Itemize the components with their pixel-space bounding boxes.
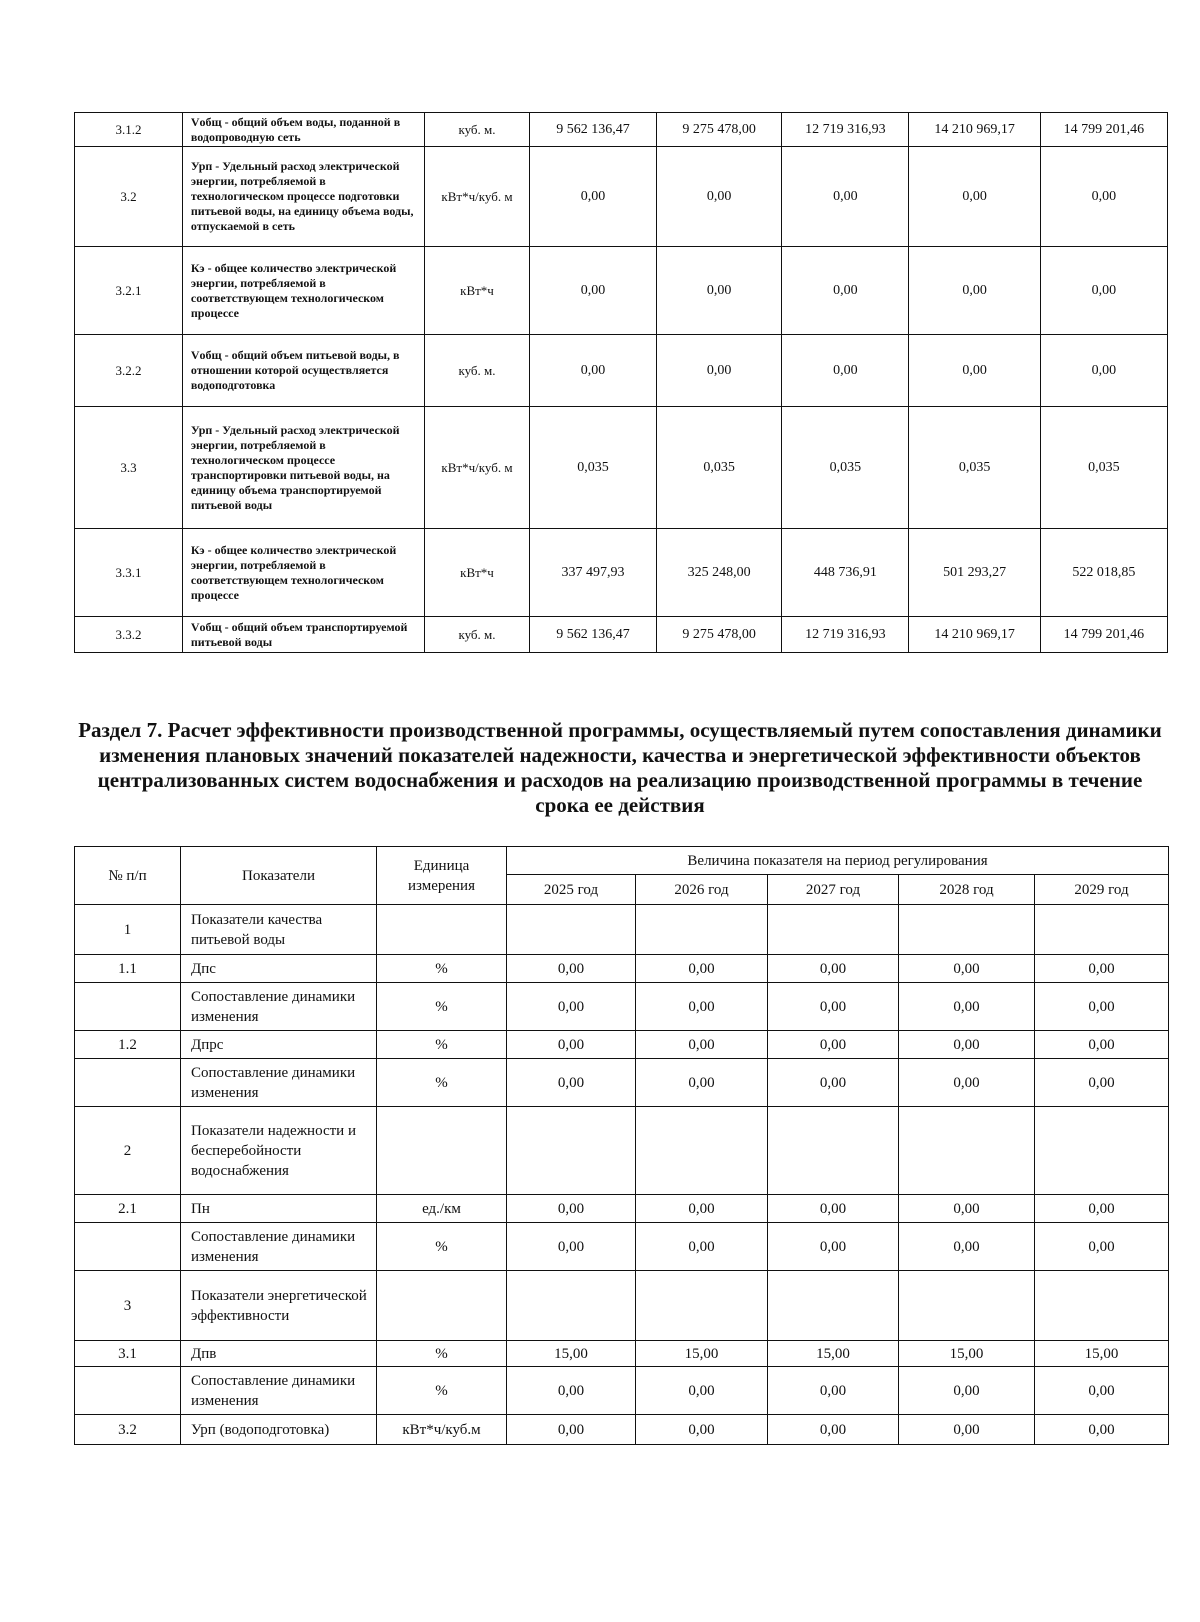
- value-2026: 15,00: [636, 1341, 768, 1367]
- value-2027: 15,00: [768, 1341, 899, 1367]
- indicator-cell: Сопоставление динамики изменения: [181, 1223, 377, 1271]
- indicator-cell: Vобщ - общий объем питьевой воды, в отношении которой осуществляется водоподготовка: [182, 335, 424, 407]
- value-2028: 0,00: [899, 1059, 1035, 1107]
- value-2026: 9 275 478,00: [657, 617, 782, 653]
- header-year-2028: 2028 год: [899, 875, 1035, 905]
- header-row: [75, 847, 1169, 875]
- value-2028: 0,00: [909, 247, 1040, 335]
- value-2025: 337 497,93: [529, 529, 656, 617]
- header-indicator: Показатели: [181, 847, 377, 905]
- value-2025: [507, 905, 636, 955]
- unit-cell: %: [377, 1341, 507, 1367]
- row-number: 3.3.2: [75, 617, 183, 653]
- row-number: 2.1: [75, 1195, 181, 1223]
- table-row: [75, 1367, 1169, 1415]
- value-2028: 0,00: [899, 1031, 1035, 1059]
- efficiency-table: [74, 846, 1169, 1445]
- row-number: [75, 1223, 181, 1271]
- header-unit: Единица измерения: [377, 847, 507, 905]
- value-2026: 0,00: [636, 1195, 768, 1223]
- unit-cell: [377, 1107, 507, 1195]
- value-2026: 0,00: [636, 1223, 768, 1271]
- indicator-cell: Урп - Удельный расход электрической энергии, потребляемой в технологическом процессе подготовки питьевой воды, на единицу объема воды, отпускаемой в сеть: [182, 147, 424, 247]
- value-2025: 0,00: [507, 1223, 636, 1271]
- unit-cell: %: [377, 1031, 507, 1059]
- unit-cell: %: [377, 1059, 507, 1107]
- value-2028: 501 293,27: [909, 529, 1040, 617]
- value-2029: 0,00: [1035, 1415, 1169, 1445]
- value-2027: 0,00: [782, 335, 909, 407]
- value-2028: 0,00: [899, 983, 1035, 1031]
- value-2025: 0,00: [507, 955, 636, 983]
- value-2029: 0,00: [1035, 1031, 1169, 1059]
- value-2026: 0,00: [657, 335, 782, 407]
- unit-cell: кВт*ч/куб. м: [425, 147, 530, 247]
- value-2028: 0,00: [899, 1223, 1035, 1271]
- indicator-cell: Показатели надежности и бесперебойности водоснабжения: [181, 1107, 377, 1195]
- unit-cell: кВт*ч: [425, 529, 530, 617]
- indicator-cell: Сопоставление динамики изменения: [181, 1059, 377, 1107]
- row-number: 2: [75, 1107, 181, 1195]
- value-2029: [1035, 905, 1169, 955]
- unit-cell: [377, 1271, 507, 1341]
- value-2027: 0,00: [768, 1031, 899, 1059]
- value-2027: [768, 1271, 899, 1341]
- value-2025: [507, 1107, 636, 1195]
- unit-cell: %: [377, 983, 507, 1031]
- unit-cell: %: [377, 955, 507, 983]
- row-number: 3: [75, 1271, 181, 1341]
- row-number: 1.2: [75, 1031, 181, 1059]
- value-2025: 0,00: [507, 983, 636, 1031]
- value-2029: 0,00: [1035, 955, 1169, 983]
- value-2028: [899, 905, 1035, 955]
- table-row: [75, 1031, 1169, 1059]
- row-number: [75, 1367, 181, 1415]
- value-2028: 0,00: [899, 1367, 1035, 1415]
- value-2025: 0,00: [507, 1031, 636, 1059]
- value-2026: 0,00: [636, 1059, 768, 1107]
- value-2027: 0,00: [768, 955, 899, 983]
- value-2026: 0,00: [657, 147, 782, 247]
- table-row: [75, 407, 1168, 529]
- value-2028: 0,00: [899, 1195, 1035, 1223]
- value-2029: 0,00: [1040, 335, 1167, 407]
- table-row: [75, 983, 1169, 1031]
- value-2027: 0,00: [768, 983, 899, 1031]
- header-year-2025: 2025 год: [507, 875, 636, 905]
- table-row: [75, 955, 1169, 983]
- continuation-table: [74, 112, 1168, 653]
- value-2029: 0,00: [1035, 1367, 1169, 1415]
- unit-cell: куб. м.: [425, 113, 530, 147]
- value-2027: 0,00: [768, 1223, 899, 1271]
- table-row: [75, 335, 1168, 407]
- table-row: [75, 1271, 1169, 1341]
- table-row: [75, 147, 1168, 247]
- value-2026: 0,00: [636, 955, 768, 983]
- value-2029: 14 799 201,46: [1040, 113, 1167, 147]
- value-2025: 0,00: [529, 335, 656, 407]
- unit-cell: кВт*ч: [425, 247, 530, 335]
- value-2026: [636, 1107, 768, 1195]
- value-2027: 448 736,91: [782, 529, 909, 617]
- value-2028: [899, 1271, 1035, 1341]
- value-2028: 14 210 969,17: [909, 617, 1040, 653]
- value-2029: 0,00: [1040, 147, 1167, 247]
- unit-cell: [377, 905, 507, 955]
- value-2028: 0,00: [899, 955, 1035, 983]
- indicator-cell: Дпс: [181, 955, 377, 983]
- table-row: [75, 1415, 1169, 1445]
- table-row: [75, 113, 1168, 147]
- value-2026: 0,00: [636, 983, 768, 1031]
- table-row: [75, 1341, 1169, 1367]
- row-number: 3.2: [75, 1415, 181, 1445]
- indicator-cell: Vобщ - общий объем транспортируемой питьевой воды: [182, 617, 424, 653]
- value-2029: 0,00: [1040, 247, 1167, 335]
- value-2029: 0,00: [1035, 1195, 1169, 1223]
- row-number: 1.1: [75, 955, 181, 983]
- indicator-cell: Дпрс: [181, 1031, 377, 1059]
- indicator-cell: Дпв: [181, 1341, 377, 1367]
- value-2026: [636, 905, 768, 955]
- table-row: [75, 1107, 1169, 1195]
- value-2029: 0,00: [1035, 1059, 1169, 1107]
- value-2028: 0,035: [909, 407, 1040, 529]
- value-2026: [636, 1271, 768, 1341]
- row-number: 3.3.1: [75, 529, 183, 617]
- value-2027: 0,035: [782, 407, 909, 529]
- indicator-cell: Сопоставление динамики изменения: [181, 983, 377, 1031]
- indicator-cell: Пн: [181, 1195, 377, 1223]
- value-2026: 0,00: [657, 247, 782, 335]
- row-number: [75, 983, 181, 1031]
- value-2027: 0,00: [768, 1059, 899, 1107]
- value-2028: 0,00: [909, 147, 1040, 247]
- indicator-cell: Кэ - общее количество электрической энергии, потребляемой в соответствующем технологическом процессе: [182, 247, 424, 335]
- header-year-2029: 2029 год: [1035, 875, 1169, 905]
- value-2029: 0,00: [1035, 983, 1169, 1031]
- indicator-cell: Показатели энергетической эффективности: [181, 1271, 377, 1341]
- value-2029: 0,00: [1035, 1223, 1169, 1271]
- value-2028: 0,00: [899, 1415, 1035, 1445]
- value-2028: 0,00: [909, 335, 1040, 407]
- value-2025: 15,00: [507, 1341, 636, 1367]
- row-number: 3.2.1: [75, 247, 183, 335]
- table-row: [75, 905, 1169, 955]
- section-title: Раздел 7. Расчет эффективности производственной программы, осуществляемый путем сопоставления динамики изменения плановых значений показателей надежности, качества и энергетической эффективности объектов централизованных систем водоснабжения и расходов на реализацию производственной программы в течение срока ее действия: [78, 718, 1162, 817]
- indicator-cell: Показатели качества питьевой воды: [181, 905, 377, 955]
- header-row-number: № п/п: [75, 847, 181, 905]
- table-row: [75, 1223, 1169, 1271]
- value-2027: 12 719 316,93: [782, 113, 909, 147]
- value-2025: 0,00: [507, 1367, 636, 1415]
- value-2025: 0,00: [529, 247, 656, 335]
- value-2025: 0,00: [507, 1415, 636, 1445]
- value-2026: 0,00: [636, 1031, 768, 1059]
- value-2027: [768, 905, 899, 955]
- value-2025: 0,00: [529, 147, 656, 247]
- unit-cell: %: [377, 1223, 507, 1271]
- table-row: [75, 247, 1168, 335]
- unit-cell: кВт*ч/куб.м: [377, 1415, 507, 1445]
- value-2026: 0,035: [657, 407, 782, 529]
- header-period: Величина показателя на период регулирования: [507, 847, 1169, 875]
- row-number: 1: [75, 905, 181, 955]
- value-2025: [507, 1271, 636, 1341]
- value-2026: 325 248,00: [657, 529, 782, 617]
- value-2025: 0,00: [507, 1195, 636, 1223]
- value-2025: 0,035: [529, 407, 656, 529]
- unit-cell: ед./км: [377, 1195, 507, 1223]
- value-2026: 0,00: [636, 1415, 768, 1445]
- value-2029: 522 018,85: [1040, 529, 1167, 617]
- value-2025: 9 562 136,47: [529, 113, 656, 147]
- value-2025: 9 562 136,47: [529, 617, 656, 653]
- row-number: 3.2.2: [75, 335, 183, 407]
- value-2026: 9 275 478,00: [657, 113, 782, 147]
- table-row: [75, 529, 1168, 617]
- value-2028: [899, 1107, 1035, 1195]
- indicator-cell: Vобщ - общий объем воды, поданной в водопроводную сеть: [182, 113, 424, 147]
- table-row: [75, 1195, 1169, 1223]
- value-2027: 0,00: [782, 147, 909, 247]
- value-2027: 0,00: [782, 247, 909, 335]
- value-2028: 15,00: [899, 1341, 1035, 1367]
- header-year-2027: 2027 год: [768, 875, 899, 905]
- value-2025: 0,00: [507, 1059, 636, 1107]
- value-2029: 15,00: [1035, 1341, 1169, 1367]
- row-number: 3.2: [75, 147, 183, 247]
- unit-cell: кВт*ч/куб. м: [425, 407, 530, 529]
- indicator-cell: Кэ - общее количество электрической энергии, потребляемой в соответствующем технологическом процессе: [182, 529, 424, 617]
- value-2027: 12 719 316,93: [782, 617, 909, 653]
- value-2028: 14 210 969,17: [909, 113, 1040, 147]
- value-2027: 0,00: [768, 1195, 899, 1223]
- unit-cell: куб. м.: [425, 335, 530, 407]
- value-2027: 0,00: [768, 1367, 899, 1415]
- row-number: 3.3: [75, 407, 183, 529]
- header-year-2026: 2026 год: [636, 875, 768, 905]
- value-2027: 0,00: [768, 1415, 899, 1445]
- unit-cell: %: [377, 1367, 507, 1415]
- table-row: [75, 617, 1168, 653]
- value-2029: 0,035: [1040, 407, 1167, 529]
- value-2029: [1035, 1271, 1169, 1341]
- value-2026: 0,00: [636, 1367, 768, 1415]
- indicator-cell: Сопоставление динамики изменения: [181, 1367, 377, 1415]
- unit-cell: куб. м.: [425, 617, 530, 653]
- table-row: [75, 1059, 1169, 1107]
- row-number: 3.1.2: [75, 113, 183, 147]
- value-2027: [768, 1107, 899, 1195]
- value-2029: [1035, 1107, 1169, 1195]
- indicator-cell: Урп (водоподготовка): [181, 1415, 377, 1445]
- indicator-cell: Урп - Удельный расход электрической энергии, потребляемой в технологическом процессе транспортировки питьевой воды, на единицу объема транспортируемой питьевой воды: [182, 407, 424, 529]
- row-number: 3.1: [75, 1341, 181, 1367]
- row-number: [75, 1059, 181, 1107]
- value-2029: 14 799 201,46: [1040, 617, 1167, 653]
